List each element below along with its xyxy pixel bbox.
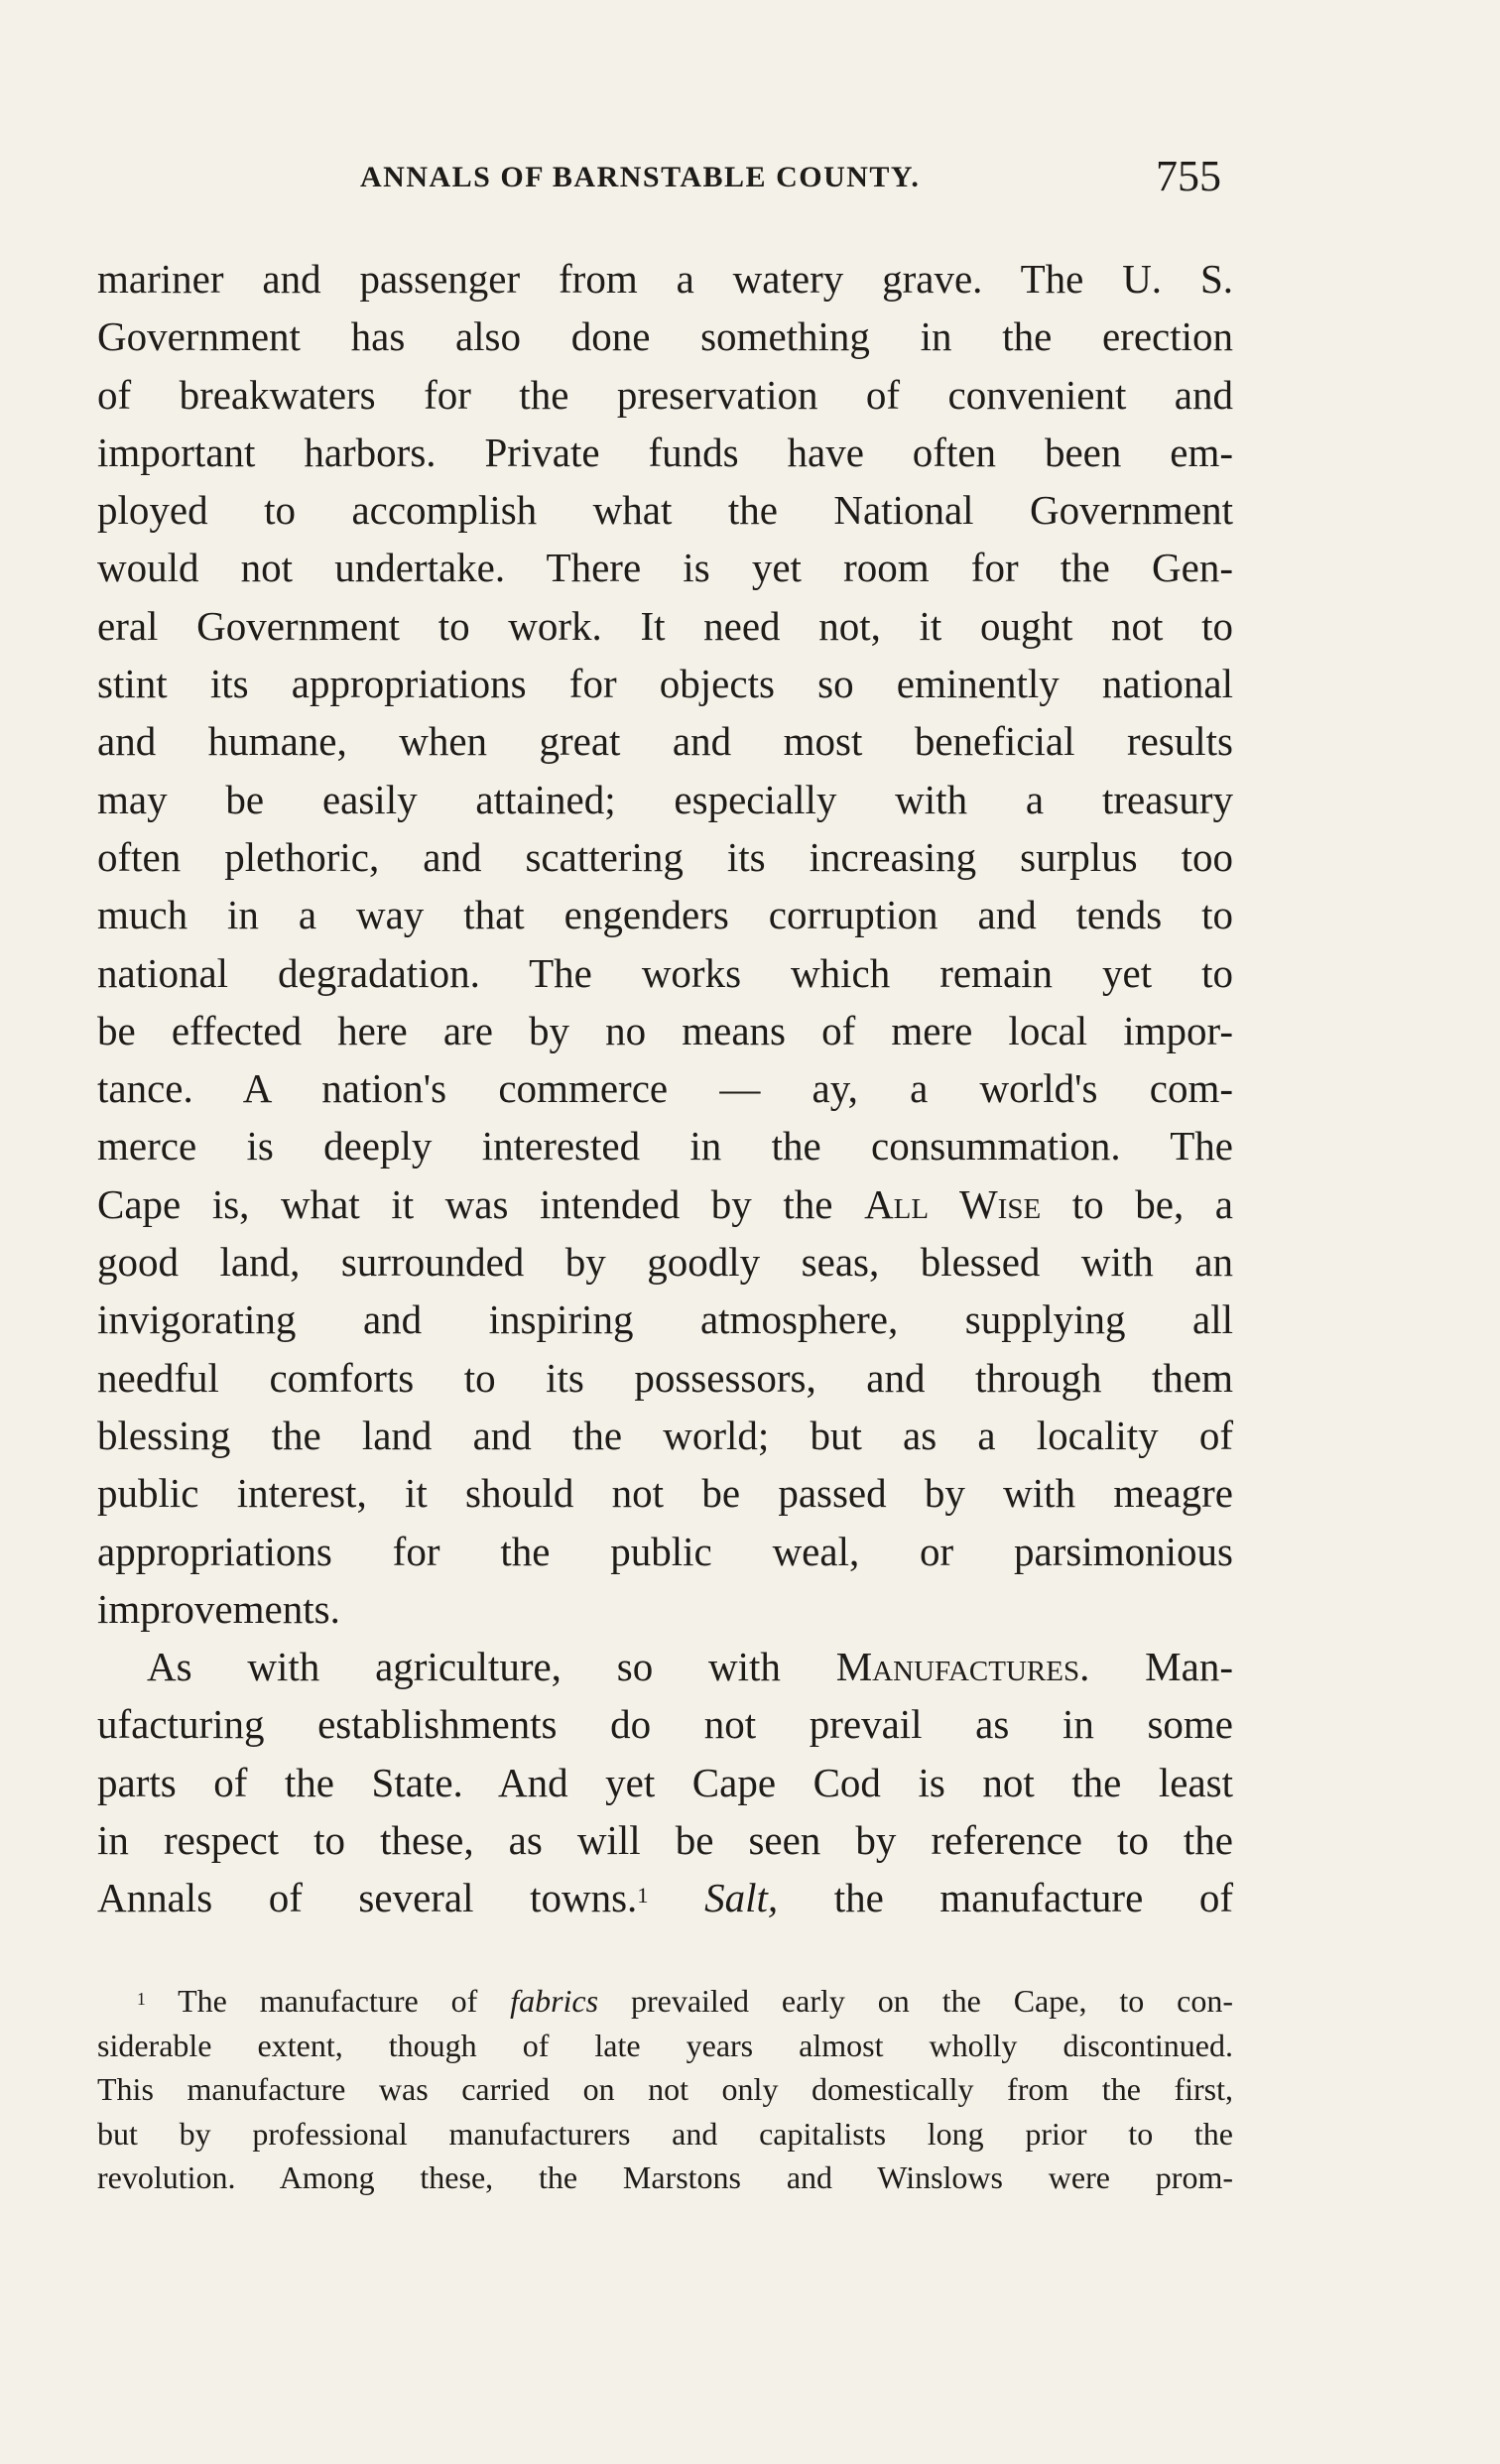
text-line: public interest, it should not be passed by with meagre <box>97 1470 1233 1517</box>
text-line <box>97 1175 1233 1233</box>
running-header <box>97 149 1233 208</box>
footnote-line: siderable extent, though of late years almost wholly discontinued. <box>97 2027 1233 2063</box>
text-line <box>97 1638 1233 1695</box>
text-run: Annals of several towns. <box>97 1875 638 1921</box>
text-line: parts of the State. And yet Cape Cod is not the least <box>97 1759 1233 1805</box>
text-line: eral Government to work. It need not, it ought not to <box>97 602 1233 649</box>
text-line: good land, surrounded by goodly seas, blessed with an <box>97 1239 1233 1286</box>
text-line: would not undertake. There is yet room for the Gen- <box>97 545 1233 591</box>
text-line: be effected here are by no means of mere local impor- <box>97 1007 1233 1053</box>
text-line: important harbors. Private funds have often been em- <box>97 429 1233 475</box>
text-line: in respect to these, as will be seen by reference to the <box>97 1817 1233 1864</box>
footnote-line <box>97 1979 1233 2024</box>
text-line: needful comforts to its possessors, and through them <box>97 1354 1233 1401</box>
text-run: to be, a <box>1041 1180 1233 1227</box>
footnote-line: This manufacture was carried on not only domestically from the first, <box>97 2071 1233 2107</box>
text-line: appropriations for the public weal, or parsimonious <box>97 1528 1233 1574</box>
footnote-line: revolution. Among these, the Marstons and Winslows were prom- <box>97 2159 1233 2195</box>
italic-run: Salt, <box>704 1875 779 1921</box>
small-caps-run: All Wise <box>864 1180 1042 1227</box>
text-run: As with agriculture, so with <box>147 1644 836 1690</box>
text-line: invigorating and inspiring atmosphere, supplying all <box>97 1296 1233 1343</box>
text-line: merce is deeply interested in the consummation. The <box>97 1123 1233 1170</box>
running-title: ANNALS OF BARNSTABLE COUNTY. <box>360 161 921 193</box>
text-line: may be easily attained; especially with a treasury <box>97 776 1233 822</box>
footnote-reference[interactable]: 1 <box>637 1883 649 1909</box>
text-run: prevailed early on the Cape, to con- <box>598 1983 1234 2019</box>
text-line <box>97 1869 1233 1926</box>
text-line: much in a way that engenders corruption and tends to <box>97 892 1233 938</box>
footnote-line: but by professional manufacturers and capitalists long prior to the <box>97 2115 1233 2152</box>
body-text <box>97 250 1233 1927</box>
footnote-marker: 1 <box>137 1989 146 2009</box>
text-run: Cape is, what it was intended by the <box>97 1180 865 1227</box>
small-caps-run: Manufactures. <box>835 1644 1090 1690</box>
text-run: Man- <box>1089 1644 1233 1690</box>
text-line: ployed to accomplish what the National Government <box>97 487 1233 534</box>
text-line: often plethoric, and scattering its increasing surplus too <box>97 833 1233 880</box>
text-line: improvements. <box>97 1585 340 1632</box>
text-line: of breakwaters for the preservation of convenient and <box>97 371 1233 418</box>
footnote-block <box>97 1979 1233 2200</box>
text-run: the manufacture of <box>778 1875 1233 1921</box>
text-line: national degradation. The works which remain yet to <box>97 949 1233 996</box>
text-line: ufacturing establishments do not prevail as in some <box>97 1701 1233 1748</box>
italic-run: fabrics <box>510 1983 599 2019</box>
text-line: tance. A nation's commerce — ay, a world's com- <box>97 1065 1233 1112</box>
text-line: stint its appropriations for objects so eminently national <box>97 661 1233 707</box>
page-number: 755 <box>1156 152 1221 200</box>
text-line: Government has also done something in the erection <box>97 313 1233 360</box>
text-run: The manufacture of <box>145 1983 511 2019</box>
text-line: blessing the land and the world; but as a locality of <box>97 1412 1233 1458</box>
text-line: and humane, when great and most beneficial results <box>97 718 1233 765</box>
text-line: mariner and passenger from a watery grave. The U. S. <box>97 256 1233 302</box>
